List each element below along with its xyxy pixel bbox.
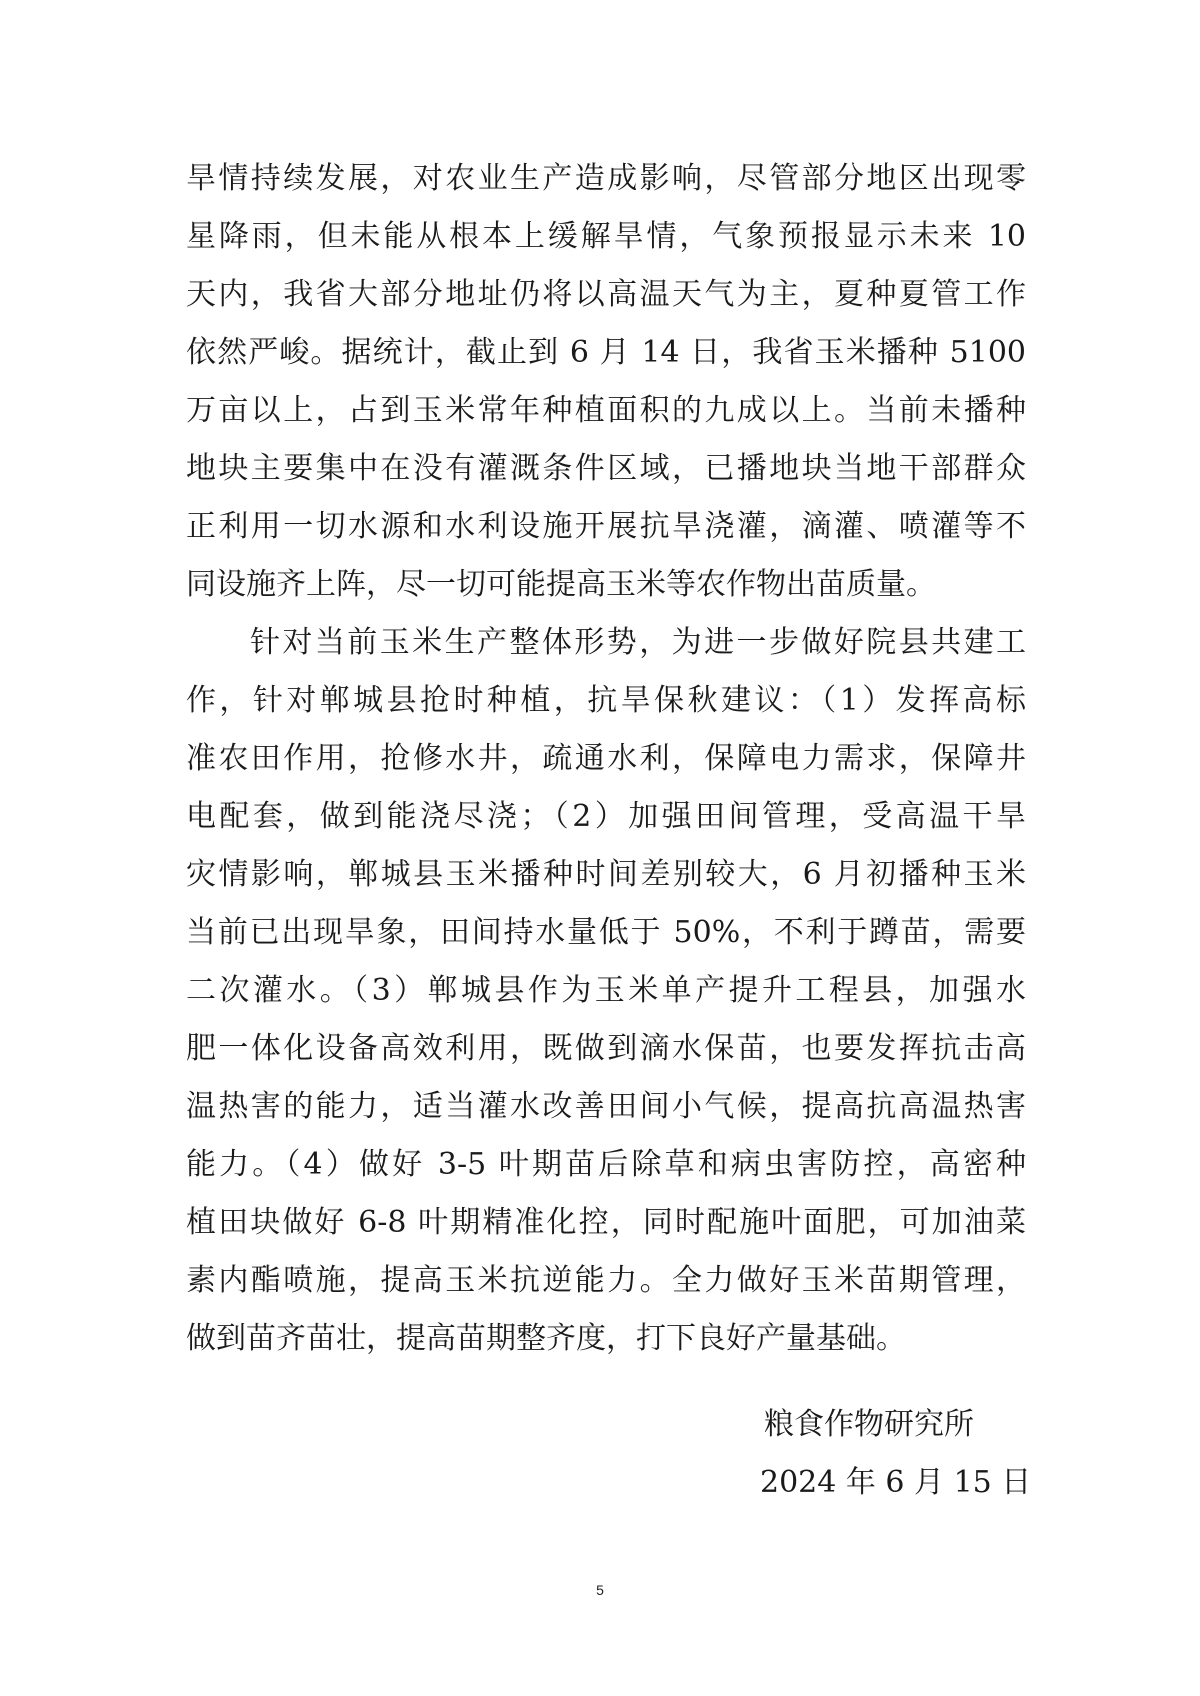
paragraph-2-line-12: 素内酯喷施，提高玉米抗逆能力。全力做好玉米苗期管理，: [186, 1263, 1026, 1298]
paragraph-1-line-7: 正利用一切水源和水利设施开展抗旱浇灌，滴灌、喷灌等不: [186, 509, 1026, 544]
paragraph-2-line-11: 植田块做好 6-8 叶期精准化控，同时配施叶面肥，可加油菜: [186, 1205, 1026, 1240]
paragraph-2-line-9: 温热害的能力，适当灌水改善田间小气候，提高抗高温热害: [186, 1089, 1026, 1124]
paragraph-2-line-7: 二次灌水。（3）郸城县作为玉米单产提升工程县，加强水: [186, 973, 1026, 1008]
paragraph-1-line-8: 同设施齐上阵，尽一切可能提高玉米等农作物出苗质量。: [186, 567, 936, 602]
page-number: 5: [596, 1582, 604, 1598]
paragraph-2-line-5: 灾情影响，郸城县玉米播种时间差别较大，6 月初播种玉米: [186, 857, 1026, 892]
paragraph-2-line-13: 做到苗齐苗壮，提高苗期整齐度，打下良好产量基础。: [186, 1321, 906, 1356]
signature-date: 2024 年 6 月 15 日: [760, 1465, 1032, 1500]
paragraph-1-line-5: 万亩以上，占到玉米常年种植面积的九成以上。当前未播种: [186, 393, 1026, 428]
signature-block: [760, 1396, 1060, 1512]
paragraph-2-line-10: 能力。（4）做好 3-5 叶期苗后除草和病虫害防控，高密种: [186, 1147, 1026, 1182]
paragraph-2-line-1: 针对当前玉米生产整体形势，为进一步做好院县共建工: [250, 625, 1026, 660]
paragraph-1-line-2: 星降雨，但未能从根本上缓解旱情，气象预报显示未来 10: [186, 219, 1026, 254]
paragraph-2-line-6: 当前已出现旱象，田间持水量低于 50%，不利于蹲苗，需要: [186, 915, 1026, 950]
paragraph-2-line-2: 作，针对郸城县抢时种植，抗旱保秋建议：（1）发挥高标: [186, 683, 1026, 718]
paragraph-1-line-6: 地块主要集中在没有灌溉条件区域，已播地块当地干部群众: [186, 451, 1026, 486]
paragraph-2-line-4: 电配套，做到能浇尽浇；（2）加强田间管理，受高温干旱: [186, 799, 1026, 834]
document-body: [186, 150, 1026, 1368]
signature-organization: 粮食作物研究所: [764, 1407, 974, 1442]
paragraph-2-line-3: 准农田作用，抢修水井，疏通水利，保障电力需求，保障井: [186, 741, 1026, 776]
paragraph-1-line-1: 旱情持续发展，对农业生产造成影响，尽管部分地区出现零: [186, 161, 1026, 196]
paragraph-1-line-3: 天内，我省大部分地址仍将以高温天气为主，夏种夏管工作: [186, 277, 1026, 312]
paragraph-1-line-4: 依然严峻。据统计，截止到 6 月 14 日，我省玉米播种 5100: [186, 335, 1026, 370]
paragraph-2-line-8: 肥一体化设备高效利用，既做到滴水保苗，也要发挥抗击高: [186, 1031, 1026, 1066]
